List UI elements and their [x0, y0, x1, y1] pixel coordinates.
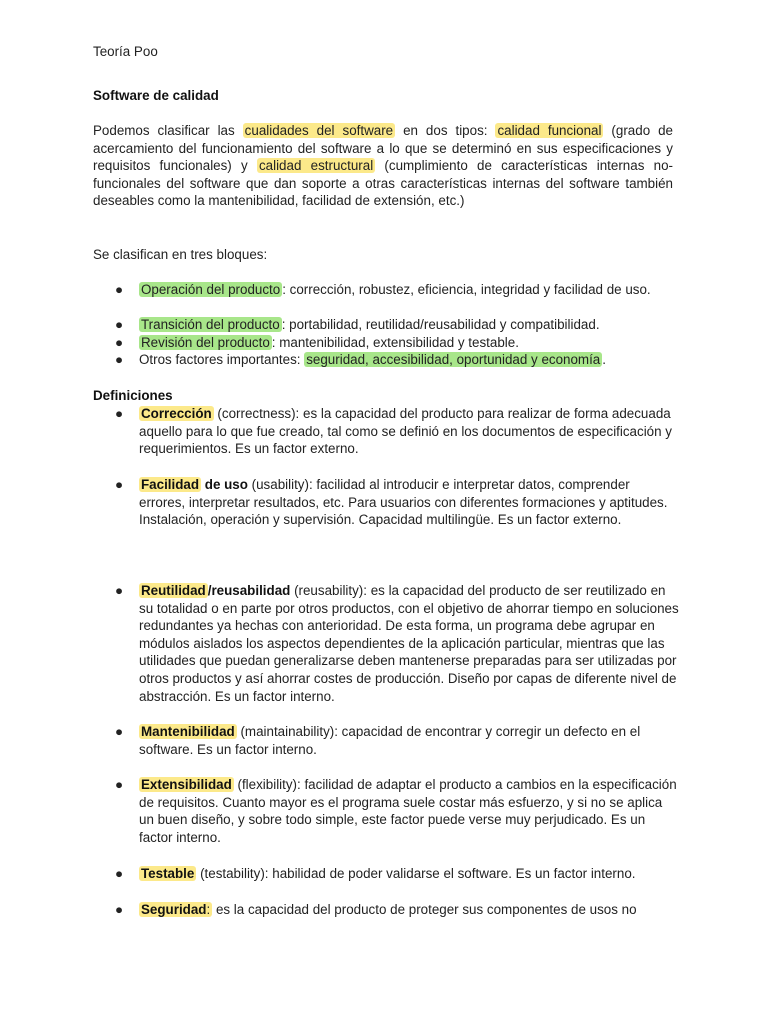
term-highlight: Seguridad: [141, 902, 207, 917]
highlight-block: Revisión del producto: [141, 335, 270, 350]
bullet-icon: ●: [115, 477, 124, 492]
definition-facilidad-de-uso: Facilidad de uso (usability): facilidad al introducir e interpretar datos, comprender errores, interpretar resultados, etc. Para usuarios con diferentes formaciones y aptitudes. Instalación, operación y supervisión. Capacidad multilingüe. Es un factor externo.: [139, 477, 668, 528]
bullet-icon: ●: [115, 902, 124, 917]
highlight-calidad-estructural: calidad estructural: [258, 158, 374, 174]
definition-extensibilidad: Extensibilidad (flexibility): facilidad de adaptar el producto a cambios en la especificación de requisitos. Cuanto mayor es el programa suele costar más esfuerzo, y si no se aplica un buen diseño, y sobre todo simple, este factor puede verse muy perjudicado. Es un factor interno.: [139, 777, 677, 845]
bullet-icon: ●: [115, 866, 124, 881]
highlight-block: Transición del producto: [141, 317, 280, 332]
definition-reutilidad: Reutilidad /reusabilidad (reusability): es la capacidad del producto de ser reutilizado en su totalidad o en parte por otros productos, con el objetivo de ahorrar tiempo en soluciones redundantes ya hechas con anterioridad. De esta forma, un programa debe agrupar en módulos aislados los aspectos dependientes de la aplicación particular, mientras que las utilidades que puedan generalizarse deben mantenerse preparadas para ser utilizadas por otros productos y así ahorrar costes de producción. Diseño por capas de diferente nivel de abstracción. Es un factor interno.: [139, 583, 679, 704]
list-item-block-transicion: Transición del producto : portabilidad, reutilidad/reusabilidad y compatibilidad.: [141, 317, 600, 332]
definition-correccion: Corrección (correctness): es la capacidad del producto para realizar de forma adecuada aquello para lo que fue creado, tal como se definió en los documentos de especificación y requerimientos. Es un factor externo.: [139, 406, 672, 457]
bullet-icon: ●: [115, 724, 124, 739]
highlight-block: seguridad, accesibilidad, oportunidad y economía: [306, 352, 601, 367]
bullet-icon: ●: [115, 282, 124, 297]
bullet-icon: ●: [115, 583, 124, 598]
term-highlight: Reutilidad: [141, 583, 206, 598]
bullet-icon: ●: [115, 777, 124, 792]
classify-text: Se clasifican en tres bloques:: [93, 247, 268, 262]
section-heading: Software de calidad: [93, 88, 219, 103]
highlight-calidad-funcional: calidad funcional: [497, 123, 602, 138]
term-highlight: Facilidad: [141, 477, 200, 492]
list-item-block-revision: Revisión del producto : mantenibilidad, extensibilidad y testable.: [141, 335, 519, 350]
list-item-block-otros: Otros factores importantes: seguridad, accesibilidad, oportunidad y economía .: [139, 352, 606, 367]
bullet-icon: ●: [115, 406, 124, 421]
definition-mantenibilidad: Mantenibilidad (maintainability): capacidad de encontrar y corregir un defecto en el software. Es un factor interno.: [139, 724, 641, 757]
bullet-icon: ●: [115, 317, 124, 332]
highlight-cualidades: cualidades del software: [244, 123, 394, 138]
definitions-heading: Definiciones: [93, 388, 173, 403]
term-highlight: Corrección: [141, 406, 212, 421]
doc-title: Teoría Poo: [93, 44, 158, 59]
list-item-block-operacion: Operación del producto : corrección, robustez, eficiencia, integridad y facilidad de uso.: [141, 282, 651, 297]
intro-paragraph: Podemos clasificar las cualidades del software en dos tipos: calidad funcional (grado de acercamiento del funcionamiento del software a lo que se determinó en sus especificaciones y requisitos funcionales) y calidad estructural (cumplimiento de características internas no-funcionales del software que dan soporte a otras características internas del software también deseables como la mantenibilidad, facilidad de extensión, etc.): [93, 123, 673, 209]
highlight-block: Operación del producto: [141, 282, 281, 297]
term-highlight: Testable: [141, 866, 195, 881]
term-highlight: Mantenibilidad: [141, 724, 235, 739]
term-highlight: Extensibilidad: [141, 777, 232, 792]
bullet-icon: ●: [115, 352, 124, 367]
definition-testable: Testable (testability): habilidad de poder validarse el software. Es un factor interno.: [141, 866, 636, 881]
bullet-icon: ●: [115, 335, 124, 350]
definition-seguridad: Seguridad: es la capacidad del producto de proteger sus componentes de usos no: [141, 902, 637, 917]
